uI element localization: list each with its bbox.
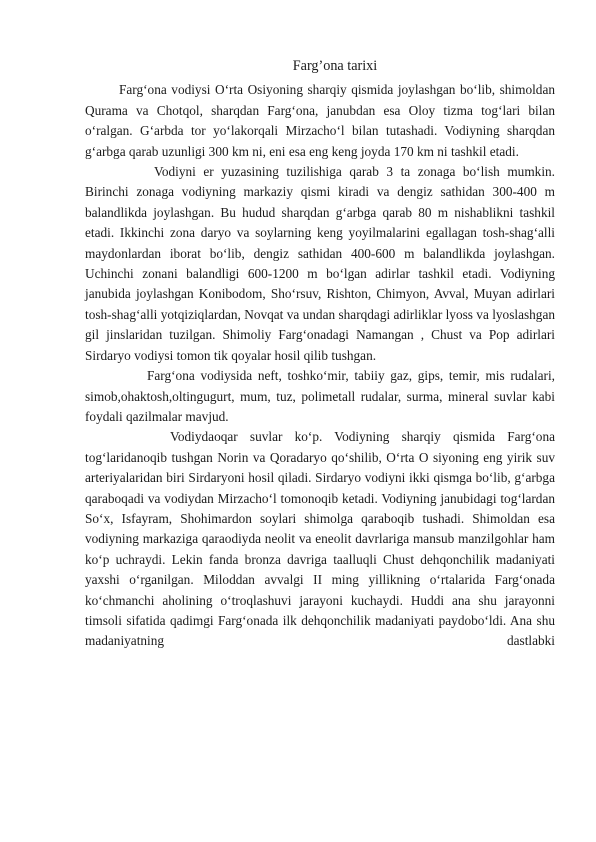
document-title: Farg’ona tarixi [292,58,378,74]
document-page [85,56,555,652]
paragraph-zones: Vodiyni er yuzasining tuzilishiga qarab 3 ta zonaga bo‘lish mumkin. Birinchi zonaga vodiyning markaziy qismi kiradi va dengiz sathidan 300-400 m balandlikda joylashgan. Bu hudud sharqdan g‘arbga qarab 80 m nishablikni tashkil etadi. Ikkinchi zona daryo va soylarning keng yoyilmalarini egallagan tosh-shag‘alli maydonlardan iborat bo‘lib, dengiz sathidan 400-600 m balandlikda joylashgan. Uchinchi zonani balandligi 600-1200 m bo‘lgan adirlar tashkil etadi. Vodiyning janubida joylashgan Konibodom, Sho‘rsuv, Rishton, Chimyon, Avval, Muyan adirlari tosh-shag‘alli yotqiziqlardan, Novqat va undan sharqdagi adirliklar lyoss va lyoslashgan gil jinslaridan tuzilgan. Shimoliy Farg‘onadagi Namangan , Chust va Pop adirlari Sirdaryo vodiysi tomon tik qoyalar hosil qilib tushgan. [85,164,555,363]
paragraph-rivers-history: Vodiydaoqar suvlar ko‘p. Vodiyning sharqiy qismida Farg‘ona tog‘laridanoqib tushgan Norin va Qoradaryo qo‘shilib, O‘rta O siyoning eng yirik suv arteriyalaridan biri Sirdaryoni hosil qiladi. Sirdaryo vodiyni ikki qismga bo‘lib, g‘arbga qaraboqadi va vodiydan Mirzacho‘l tomonoqib ketadi. Vodiyning janubidagi tog‘lardan So‘x, Isfayram, Shohimardon soylari shimolga qaraboqib tushadi. Shimoldan esa vodiyning markaziga qaraodiyda neolit va eneolit davrlariga mansub manzilgohlar ham ko‘p uchraydi. Lekin fanda bronza davriga taalluqli Chust dehqonchilik madaniyati yaxshi o‘rganilgan. Miloddan avvalgi II ming yillikning o‘rtalarida Farg‘onada ko‘chmanchi aholining o‘troqlashuvi jarayoni kuchaydi. Huddi ana shu jarayonni timsoli sifatida qadimgi Farg‘onada ilk dehqonchilik madaniyati paydobo‘ldi. Ana shu madaniyatning dastlabki [85,429,555,649]
paragraph-location: Farg‘ona vodiysi O‘rta Osiyoning sharqiy qismida joylashgan bo‘lib, shimoldan Qurama va Chotqol, sharqdan Farg‘ona, janubdan esa Oloy tizma tog‘lari bilan o‘ralgan. G‘arbda tor yo‘lakorqali Mirzacho‘l bilan tutashadi. Vodiyning sharqdan g‘arbga qarab uzunligi 300 km ni, eni esa eng keng joyda 170 km ni tashkil etadi. [85,82,555,159]
paragraph-minerals: Farg‘ona vodiysida neft, toshko‘mir, tabiiy gaz, gips, temir, mis rudalari, simob,ohaktosh,oltingugurt, mum, tuz, polimetall rudalar, surma, mineral suvlar kabi foydali qazilmalar mavjud. [85,368,555,424]
